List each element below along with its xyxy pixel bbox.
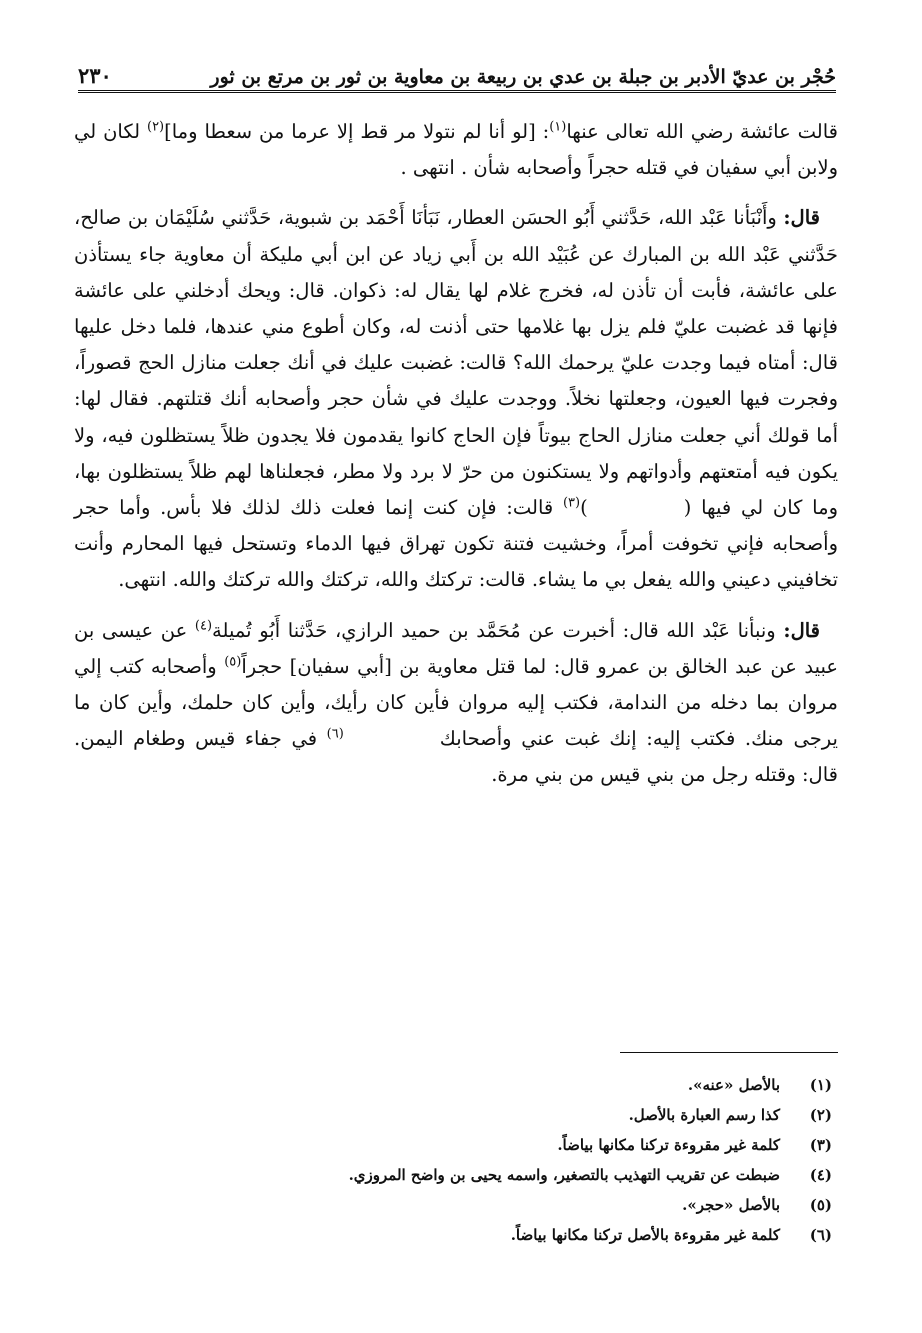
footnote-ref-1[interactable]: (١) xyxy=(549,119,567,135)
footnote xyxy=(74,1100,832,1130)
footnote-ref-3[interactable]: (٣) xyxy=(562,495,581,511)
footnote-number: (٣) xyxy=(809,1136,832,1154)
footnote xyxy=(74,1160,832,1190)
main-text xyxy=(74,114,838,794)
p3-text-d: في جفاء قيس وطغام اليمن. قال: وقتله رجل من بني قيس من بني مرة. xyxy=(74,727,838,787)
p1-text-c: لكان لي ولابن أبي سفيان في قتله حجراً وأصحابه شأن . انتهى . xyxy=(74,120,838,180)
p2-text-a: وأَنْبَأنا عَبْد الله، حَدَّثني أَبُو الحسَن العطار، نَبَأنَا أَحْمَد بن شبوية، حَدَّثني سُلَيْمَان بن صالح، حَدَّثني عَبْد الله بن المبارك عن عُبَيْد الله بن أَبي زياد عن ابن أبي مليكة أن معاوية جاء يستأذن على عائشة، فأبت أن تأذن له، فخرج غلام لها يقال له: ذكوان. قال: ويحك أدخلني على عائشة فإنها قد غضبت عليّ فلم يزل بها غلامها حتى أذنت له، وكان أطوع مني عندها، فلما دخل عليها قال: أمتاه فيما وجدت عليّ يرحمك الله؟ قالت: غضبت عليك في أنك جعلت منازل الحج قصوراً، وفجرت فيها العيون، وجعلتها نخلاً. ووجدت عليك في شأن حجر وأصحابه أنك قتلتهم. فقال لها: أما قولك أني جعلت منازل الحاج بيوتاً فإن الحاج كانوا يقدمون فلا يجدون ظلاً يستظلون فيه، ولا يكون فيه أمتعتهم وأدواتهم ولا يستكنون من حرّ لا برد ولا مطر، فجعلناها لهم ظلاً يستظلون بها، وما كان لي فيها ( xyxy=(74,206,838,520)
page-number: ٢٣٠ xyxy=(78,63,112,88)
p3-text-c: وأصحابه كتب إلي مروان بما دخله من الندامة، فكتب إليه مروان فأين كان رأيك، وأين كان حلمك، وأين كان ما يرجى منك. فكتب إليه: إنك غبت عني وأصحابك xyxy=(74,654,838,751)
footnote-text: كلمة غير مقروءة تركنا مكانها بياضاً. xyxy=(557,1136,780,1154)
footnote-text: كلمة غير مقروءة بالأصل تركنا مكانها بياضاً. xyxy=(510,1226,780,1244)
p3-lead: قال: xyxy=(783,618,821,642)
footnote-text: بالأصل «عنه». xyxy=(687,1076,780,1094)
footnote-ref-5[interactable]: (٥) xyxy=(224,654,242,670)
p3-text-a: ونبأنا عَبْد الله قال: أخبرت عن مُحَمَّد بن حميد الرازي، حَدَّثنا أَبُو تُميلة xyxy=(212,618,784,642)
footnote-number: (٦) xyxy=(809,1226,832,1244)
footnote-text: بالأصل «حجر». xyxy=(682,1196,780,1214)
footnote-divider xyxy=(620,1052,838,1053)
p2-text-b: ) xyxy=(580,496,588,520)
footnote-ref-2[interactable]: (٢) xyxy=(146,119,165,135)
footnote-text: كذا رسم العبارة بالأصل. xyxy=(628,1106,780,1124)
footnote-text: ضبطت عن تقريب التهذيب بالتصغير، واسمه يحيى بن واضح المروزي. xyxy=(348,1166,780,1184)
p3-text-b: عن عيسى بن عبيد عن عبد الخالق بن عمرو قال: لما قتل معاوية بن [أبي سفيان] حجراً xyxy=(74,618,838,678)
footnote-number: (٥) xyxy=(809,1196,832,1214)
footnote-ref-4[interactable]: (٤) xyxy=(194,618,213,634)
footnote-number: (١) xyxy=(809,1076,832,1094)
footnote xyxy=(74,1220,832,1250)
footnotes xyxy=(74,1070,832,1250)
p1-text-b: : [لو أنا لم نتولا مر قط إلا عرما من سعطا وما] xyxy=(164,120,550,143)
footnote xyxy=(74,1130,832,1160)
header-title: حُجْر بن عديّ الأدبر بن جبلة بن عدي بن ربيعة بن معاوية بن ثور بن مرتع بن ثور xyxy=(210,66,836,88)
p2-text-c: قالت: فإن كنت إنما فعلت ذلك لذلك فلا بأس. وأما حجر وأصحابه فإني تخوفت أمراً، وخشيت فتنة تكون تهراق فيها الدماء وتستحل فيها المحارم وأنت تخافيني دعيني والله يفعل بي ما يشاء. قالت: تركتك والله، تركتك والله تركتك والله. انتهى. xyxy=(74,496,838,592)
paragraph-3 xyxy=(74,613,838,794)
footnote-ref-6[interactable]: (٦) xyxy=(326,726,344,742)
paragraph-2 xyxy=(74,200,838,598)
footnote-number: (٤) xyxy=(809,1166,832,1184)
footnote-number: (٢) xyxy=(809,1106,832,1124)
paragraph-1 xyxy=(74,114,838,186)
p1-text-a: قالت عائشة رضي الله تعالى عنها xyxy=(566,120,838,143)
p2-lead: قال: xyxy=(783,206,820,230)
footnote xyxy=(74,1070,832,1100)
footnote xyxy=(74,1190,832,1220)
running-header xyxy=(78,50,836,93)
